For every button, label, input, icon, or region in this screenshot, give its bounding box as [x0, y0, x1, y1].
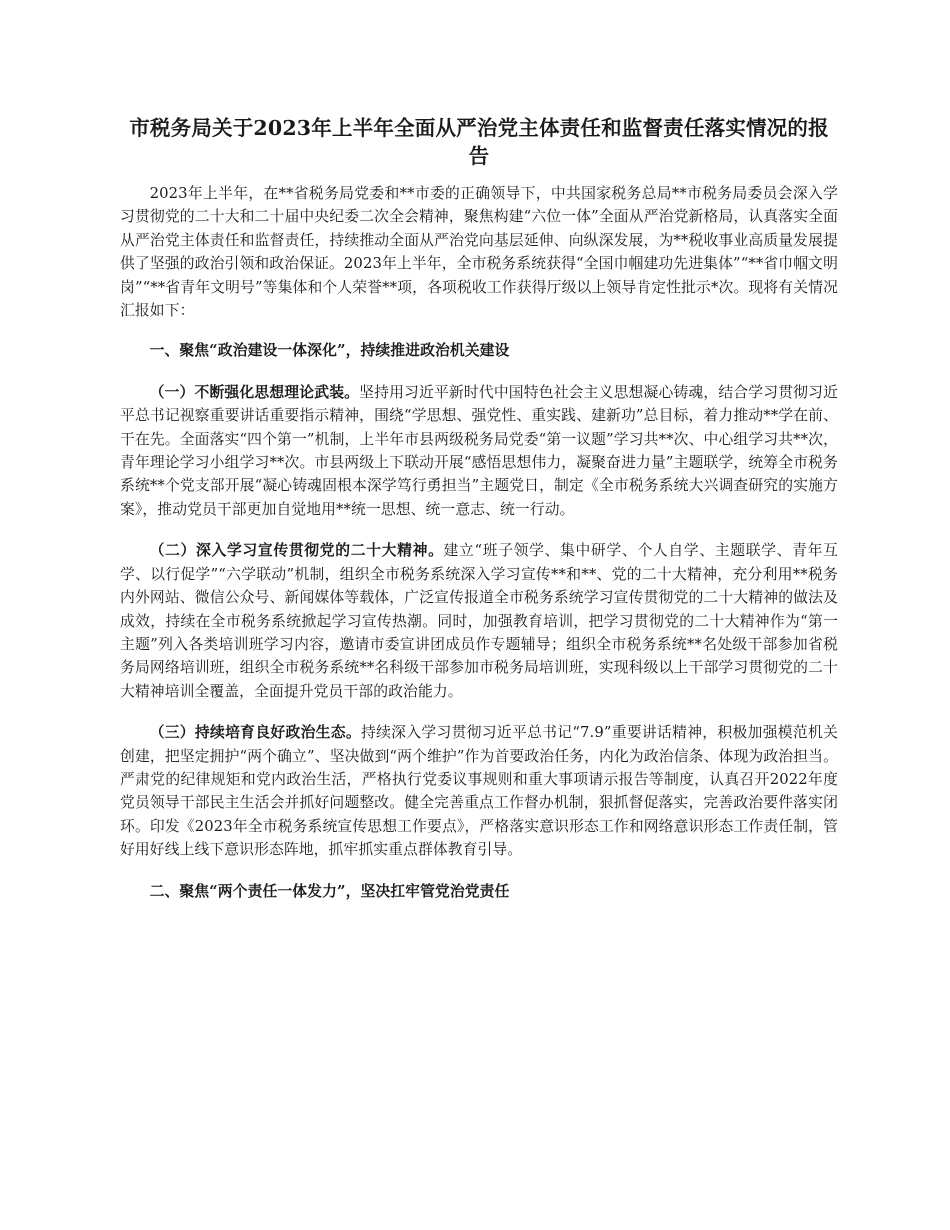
document-title: 市税务局关于2023年上半年全面从严治党主体责任和监督责任落实情况的报告 [129, 116, 829, 168]
spacer [120, 521, 838, 539]
item-body: 建立“班子领学、集中研学、个人自学、主题联学、青年互学、以行促学”“六学联动”机制，组织全市税务系统深入学习宣传**和**、党的二十大精神，充分利用**税务内外网站、微信公众号、新闻媒体等载体，广泛宣传报道全市税务系统学习宣传贯彻党的二十大精神的做法及成效，持续在全市税务系统掀起学习宣传热潮。同时，加强教育培训，把学习贯彻党的二十大精神作为“第一主题”列入各类培训班学习内容，邀请市委宣讲团成员作专题辅导；组织全市税务系统**名处级干部参加省税务局网络培训班，组织全市税务系统**名科级干部参加市税务局培训班，实现科级以上干部学习贯彻党的二十大精神培训全覆盖，全面提升党员干部的政治能力。 [120, 542, 838, 700]
item-lead: （一）不断强化思想理论武装。 [149, 383, 360, 401]
item-lead: （三）持续培育良好政治生态。 [149, 724, 361, 742]
section-1-item-1 [120, 381, 838, 521]
section-1-item-2 [120, 539, 838, 703]
spacer [120, 322, 838, 339]
section-1-item-3 [120, 721, 838, 861]
item-lead: （二）深入学习宣传贯彻党的二十大精神。 [149, 542, 444, 560]
document-page [120, 114, 838, 903]
spacer [120, 703, 838, 721]
section-1-heading: 一、聚焦“政治建设一体深化”，持续推进政治机关建设 [149, 342, 510, 360]
item-body: 坚持用习近平新时代中国特色社会主义思想凝心铸魂，结合学习贯彻习近平总书记视察重要讲话重要指示精神，围绕“学思想、强党性、重实践、建新功”总目标，着力推动**学在前、干在先。全面落实“四个第一”机制，上半年市县两级税务局党委“第一议题”学习共**次、中心组学习共**次，青年理论学习小组学习**次。市县两级上下联动开展“感悟思想伟力，凝聚奋进力量”主题联学，统筹全市税务系统**个党支部开展“凝心铸魂固根本深学笃行勇担当”主题党日，制定《全市税务系统大兴调查研究的实施方案》，推动党员干部更加自觉地用**统一思想、统一意志、统一行动。 [120, 383, 839, 518]
intro-paragraph: 2023年上半年，在**省税务局党委和**市委的正确领导下，中共国家税务总局**市税务局委员会深入学习贯彻党的二十大和二十届中央纪委二次全会精神，聚焦构建“六位一体”全面从严治党新格局，认真落实全面从严治党主体责任和监督责任，持续推动全面从严治党向基层延伸、向纵深发展，为**税收事业高质量发展提供了坚强的政治引领和政治保证。2023年上半年，全市税务系统获得“全国巾帼建功先进集体”“**省巾帼文明岗”“**省青年文明号”等集体和个人荣誉**项，各项税收工作获得厅级以上领导肯定性批示*次。现将有关情况汇报如下： [120, 185, 838, 320]
item-body: 持续深入学习贯彻习近平总书记“7.9”重要讲话精神，积极加强模范机关创建，把坚定拥护“两个确立”、坚决做到“两个维护”作为首要政治任务，内化为政治信条、体现为政治担当。严肃党的纪律规矩和党内政治生活，严格执行党委议事规则和重大事项请示报告等制度，认真召开2022年度党员领导干部民主生活会并抓好问题整改。健全完善重点工作督办机制，狠抓督促落实，完善政治要件落实闭环。印发《2023年全市税务系统宣传思想工作要点》，严格落实意识形态工作和网络意识形态工作责任制，管好用好线上线下意识形态阵地，抓牢抓实重点群体教育引导。 [120, 724, 838, 859]
section-2-heading: 二、聚焦“两个责任一体发力”，坚决扛牢管党治党责任 [149, 882, 510, 900]
spacer [120, 363, 838, 381]
spacer [120, 862, 838, 880]
